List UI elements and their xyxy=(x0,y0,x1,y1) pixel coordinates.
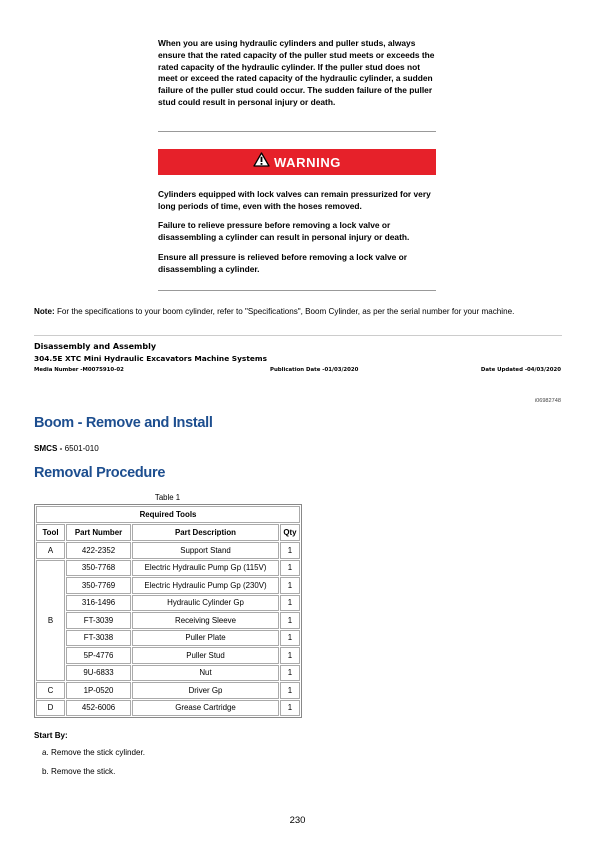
media-number: Media Number -M0075910-02 xyxy=(34,367,124,373)
column-header: Part Description xyxy=(132,524,279,541)
part-number-cell: 5P-4776 xyxy=(66,647,131,664)
date-updated: Date Updated -04/03/2020 xyxy=(480,367,561,373)
qty-cell: 1 xyxy=(280,630,300,647)
table-row xyxy=(36,612,300,629)
divider xyxy=(34,335,562,336)
doc-title: Disassembly and Assembly xyxy=(34,342,157,351)
qty-cell: 1 xyxy=(280,665,300,682)
list-item xyxy=(42,767,115,776)
part-description-cell: Puller Plate xyxy=(132,630,279,647)
part-number-cell: 350-7768 xyxy=(66,560,131,577)
warning-banner xyxy=(158,149,436,175)
qty-cell: 1 xyxy=(280,700,300,717)
part-number-cell: 422-2352 xyxy=(66,542,131,559)
part-number-cell: FT-3038 xyxy=(66,630,131,647)
part-number-cell: FT-3039 xyxy=(66,612,131,629)
smcs-code xyxy=(34,444,99,453)
smcs-value: 6501-010 xyxy=(64,444,99,453)
divider xyxy=(158,290,436,291)
warning-paragraph: Cylinders equipped with lock valves can remain pressurized for very long periods of time, even with the hoses removed. xyxy=(158,189,431,211)
subsection-title: Removal Procedure xyxy=(34,465,166,481)
column-header: Tool xyxy=(36,524,65,541)
tool-cell: B xyxy=(36,560,65,682)
tool-cell: A xyxy=(36,542,65,559)
step-text: Remove the stick cylinder. xyxy=(51,748,146,757)
warning-paragraph: Failure to relieve pressure before removing a lock valve or disassembling a cylinder can result in personal injury or death. xyxy=(158,220,410,242)
qty-cell: 1 xyxy=(280,682,300,699)
smcs-label: SMCS - xyxy=(34,444,63,453)
table-row xyxy=(36,700,300,717)
warning-paragraph: Ensure all pressure is relieved before removing a lock valve or disassembling a cylinder. xyxy=(158,252,408,274)
step-marker: b. xyxy=(42,767,49,776)
column-header: Part Number xyxy=(66,524,131,541)
part-description-cell: Electric Hydraulic Pump Gp (115V) xyxy=(132,560,279,577)
publication-date: Publication Date -01/03/2020 xyxy=(270,367,359,373)
part-description-cell: Nut xyxy=(132,665,279,682)
step-marker: a. xyxy=(42,748,49,757)
part-number-cell: 350-7769 xyxy=(66,577,131,594)
table-row xyxy=(36,630,300,647)
part-number-cell: 9U-6833 xyxy=(66,665,131,682)
tool-cell: C xyxy=(36,682,65,699)
table-row xyxy=(36,595,300,612)
note-label: Note: xyxy=(34,307,55,316)
table-row xyxy=(36,542,300,559)
part-number-cell: 452-6006 xyxy=(66,700,131,717)
qty-cell: 1 xyxy=(280,595,300,612)
table-row xyxy=(36,577,300,594)
required-tools-table xyxy=(34,504,302,718)
table-title: Required Tools xyxy=(36,506,300,523)
step-text: Remove the stick. xyxy=(51,767,116,776)
doc-subtitle: 304.5E XTC Mini Hydraulic Excavators Machine Systems xyxy=(34,354,267,363)
part-number-cell: 316-1496 xyxy=(66,595,131,612)
part-description-cell: Hydraulic Cylinder Gp xyxy=(132,595,279,612)
table-row xyxy=(36,665,300,682)
part-number-cell: 1P-0520 xyxy=(66,682,131,699)
tool-cell: D xyxy=(36,700,65,717)
qty-cell: 1 xyxy=(280,647,300,664)
warning-triangle-icon xyxy=(253,152,270,172)
page-number: 230 xyxy=(289,815,306,826)
warning-continuation-text: When you are using hydraulic cylinders and puller studs, always ensure that the rated capacity of the puller stud meets or exceeds the rated capacity of the hydraulic cylinder. If the puller stud does not meet or exceed the rated capacity of the hydraulic cylinder, a sudden failure of the puller stud could occur. The sudden failure of the puller stud could result in personal injury or death. xyxy=(158,38,435,107)
list-item xyxy=(42,748,145,757)
table-row xyxy=(36,560,300,577)
note xyxy=(34,306,564,318)
part-description-cell: Grease Cartridge xyxy=(132,700,279,717)
qty-cell: 1 xyxy=(280,542,300,559)
part-description-cell: Receiving Sleeve xyxy=(132,612,279,629)
start-by-label: Start By: xyxy=(34,731,68,740)
part-description-cell: Puller Stud xyxy=(132,647,279,664)
table-caption: Table 1 xyxy=(154,493,181,502)
warning-label: WARNING xyxy=(273,154,342,170)
part-description-cell: Support Stand xyxy=(132,542,279,559)
note-text: For the specifications to your boom cylinder, refer to "Specifications", Boom Cylinder, as per the serial number for your machine. xyxy=(56,307,515,316)
divider xyxy=(158,131,436,132)
qty-cell: 1 xyxy=(280,577,300,594)
table-row xyxy=(36,682,300,699)
document-id: i06982748 xyxy=(534,398,561,404)
section-title: Boom - Remove and Install xyxy=(34,415,213,431)
table-row xyxy=(36,647,300,664)
part-description-cell: Electric Hydraulic Pump Gp (230V) xyxy=(132,577,279,594)
table-body xyxy=(36,542,300,716)
column-header: Qty xyxy=(280,524,300,541)
part-description-cell: Driver Gp xyxy=(132,682,279,699)
qty-cell: 1 xyxy=(280,560,300,577)
qty-cell: 1 xyxy=(280,612,300,629)
